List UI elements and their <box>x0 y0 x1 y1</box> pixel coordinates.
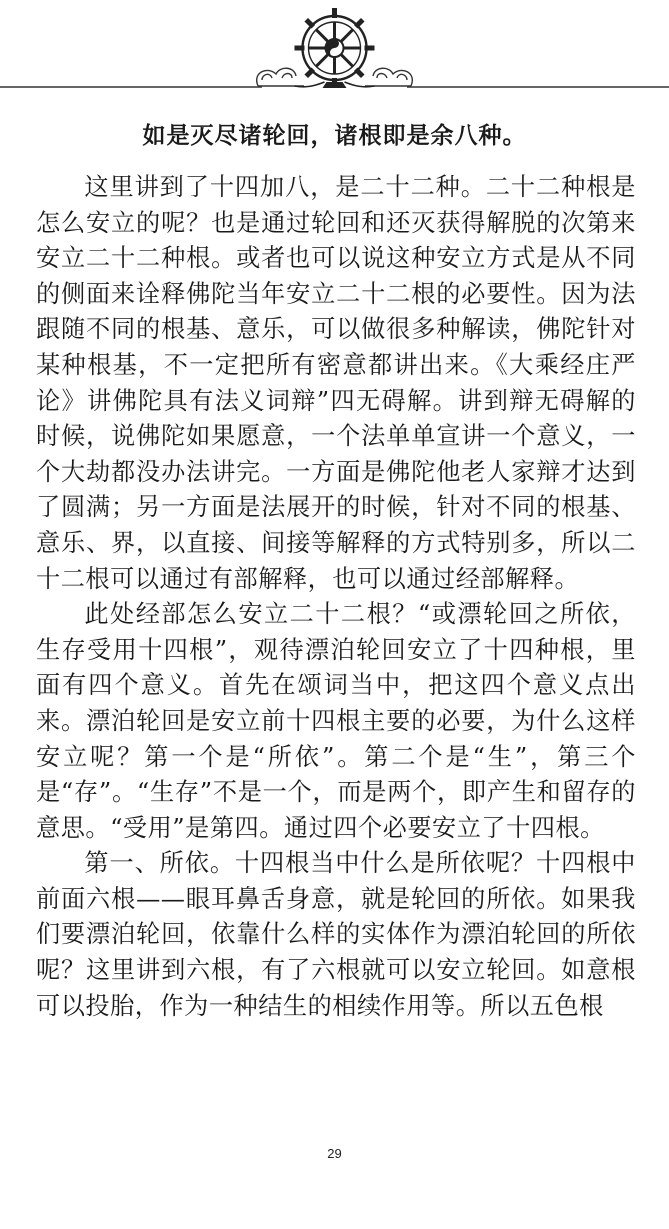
paragraph-2: 此处经部怎么安立二十二根？“或漂轮回之所依，生存受用十四根”，观待漂泊轮回安立了十四种根，里面有四个意义。首先在颂词当中，把这四个意义点出来。漂泊轮回是安立前十四根主要的必要，为什么这样安立呢？第一个是“所依”。第二个是“生”，第三个是“存”。“生存”不是一个，而是两个，即产生和留存的意思。“受用”是第四。通过四个必要安立了十四根。 <box>36 600 636 842</box>
paragraph-3: 第一、所依。十四根当中什么是所依呢？十四根中前面六根——眼耳鼻舌身意，就是轮回的所依。如果我们要漂泊轮回，依靠什么样的实体作为漂泊轮回的所依呢？这里讲到六根，有了六根就可以安立轮回。如意根可以投胎，作为一种结生的相续作用等。所以五色根 <box>36 849 636 1020</box>
cloud-left-icon <box>257 68 304 86</box>
cloud-right-icon <box>365 68 412 86</box>
page-heading: 如是灭尽诸轮回，诸根即是余八种。 <box>142 123 527 149</box>
dharma-wheel-icon <box>295 8 375 88</box>
header-ornament <box>0 0 669 100</box>
body-text <box>36 170 636 1024</box>
page-number: 29 <box>327 1146 342 1161</box>
paragraph-1: 这里讲到了十四加八，是二十二种。二十二种根是怎么安立的呢？也是通过轮回和还灭获得解脱的次第来安立二十二种根。或者也可以说这种安立方式是从不同的侧面来诠释佛陀当年安立二十二根的必要性。因为法跟随不同的根基、意乐，可以做很多种解读，佛陀针对某种根基，不一定把所有密意都讲出来。《大乘经庄严论》讲佛陀具有法义词辩”四无碍解。讲到辩无碍解的时候，说佛陀如果愿意，一个法单单宣讲一个意义，一个大劫都没办法讲完。一方面是佛陀他老人家辩才达到了圆满；另一方面是法展开的时候，针对不同的根基、意乐、界，以直接、间接等解释的方式特别多，所以二十二根可以通过有部解释，也可以通过经部解释。 <box>36 173 636 593</box>
